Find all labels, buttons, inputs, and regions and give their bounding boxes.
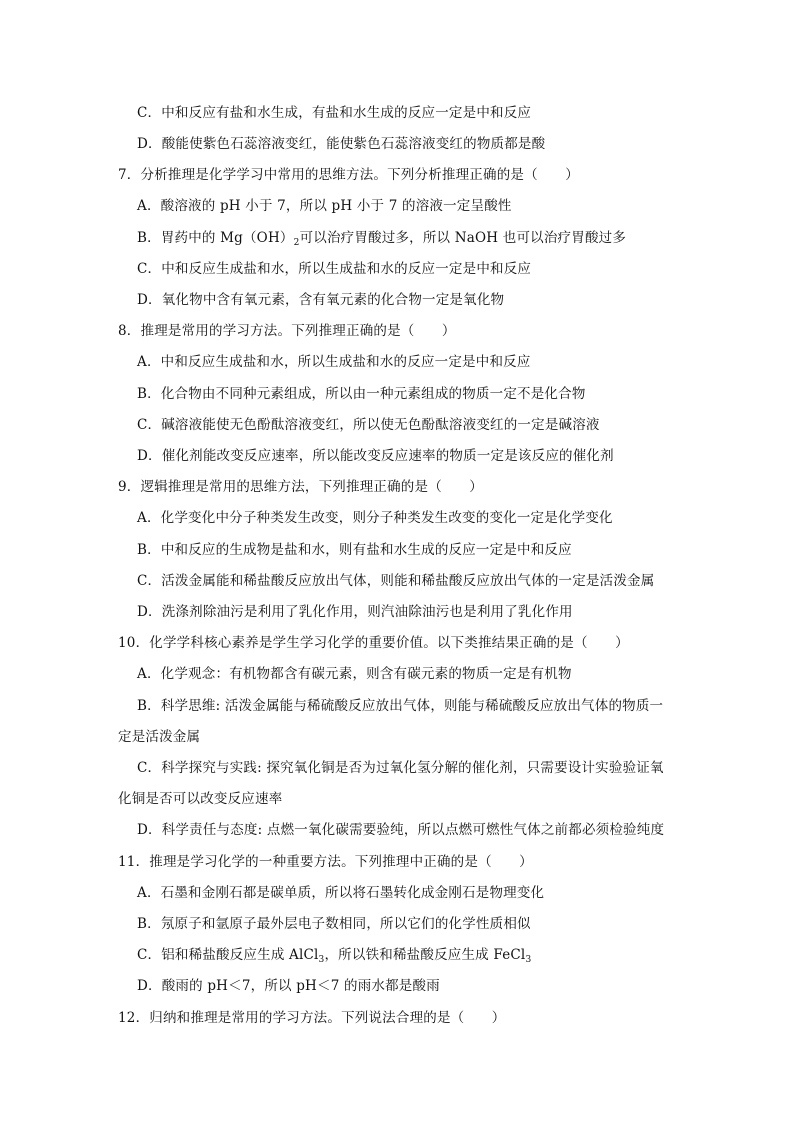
question-9-option-a: A．化学变化中分子种类发生改变，则分子种类发生改变的变化一定是化学变化 xyxy=(137,510,613,526)
question-7-option-c: C．中和反应生成盐和水，所以生成盐和水的反应一定是中和反应 xyxy=(137,261,532,277)
question-11-option-c xyxy=(137,946,531,964)
question-10-option-b-line2: 定是活泼金属 xyxy=(118,729,201,745)
question-9-option-d: D．洗涤剂除油污是利用了乳化作用，则汽油除油污也是利用了乳化作用 xyxy=(137,604,573,620)
question-10-option-d: D．科学责任与态度: 点燃一氧化碳需要验纯，所以点燃可燃性气体之前都必须检验纯度 xyxy=(137,822,665,838)
question-9-option-b: B．中和反应的生成物是盐和水，则有盐和水生成的反应一定是中和反应 xyxy=(137,542,572,558)
question-8-option-a: A．中和反应生成盐和水，所以生成盐和水的反应一定是中和反应 xyxy=(137,354,531,370)
question-11-stem: 11．推理是学习化学的一种重要方法。下列推理中正确的是（ ） xyxy=(118,854,533,870)
subscript-3a: 3 xyxy=(318,955,325,965)
question-9-option-c: C．活泼金属能和稀盐酸反应放出气体，则能和稀盐酸反应放出气体的一定是活泼金属 xyxy=(137,573,655,589)
question-8-option-b: B．化合物由不同种元素组成，所以由一种元素组成的物质一定不是化合物 xyxy=(137,386,586,402)
subscript-3b: 3 xyxy=(525,955,532,965)
subscript-2: 2 xyxy=(293,238,300,248)
question-7-option-d: D．氧化物中含有氧元素，含有氧元素的化合物一定是氧化物 xyxy=(137,292,505,308)
question-10-option-c-line2: 化铜是否可以改变反应速率 xyxy=(118,791,283,807)
question-12-stem: 12．归纳和推理是常用的学习方法。下列说法合理的是（ ） xyxy=(118,1010,506,1026)
option-c-text-1: C．铝和稀盐酸反应生成 AlCl xyxy=(137,947,319,963)
option-b-text-2: 可以治疗胃酸过多，所以 NaOH 也可以治疗胃酸过多 xyxy=(299,230,627,246)
question-7-option-b xyxy=(137,229,626,247)
question-9-stem: 9．逻辑推理是常用的思维方法，下列推理正确的是（ ） xyxy=(118,479,483,495)
question-8-option-d: D．催化剂能改变反应速率，所以能改变反应速率的物质一定是该反应的催化剂 xyxy=(137,448,614,464)
question-8-stem: 8．推理是常用的学习方法。下列推理正确的是（ ） xyxy=(118,323,456,339)
question-11-option-d: D．酸雨的 pH＜7，所以 pH＜7 的雨水都是酸雨 xyxy=(137,978,440,994)
question-10-stem: 10．化学学科核心素养是学生学习化学的重要价值。以下类推结果正确的是（ ） xyxy=(118,635,629,651)
option-b-text-1: B．胃药中的 Mg（OH） xyxy=(137,230,294,246)
question-10-option-a: A．化学观念：有机物都含有碳元素，则含有碳元素的物质一定是有机物 xyxy=(137,666,572,682)
question-11-option-a: A．石墨和金刚石都是碳单质，所以将石墨转化成金刚石是物理变化 xyxy=(137,885,545,901)
prev-option-d: D．酸能使紫色石蕊溶液变红，能使紫色石蕊溶液变红的物质都是酸 xyxy=(137,136,546,152)
question-11-option-b: B．氖原子和氩原子最外层电子数相同，所以它们的化学性质相似 xyxy=(137,916,531,932)
prev-option-c: C．中和反应有盐和水生成，有盐和水生成的反应一定是中和反应 xyxy=(137,105,532,121)
option-c-text-2: ，所以铁和稀盐酸反应生成 FeCl xyxy=(324,947,526,963)
question-7-option-a: A．酸溶液的 pH 小于 7，所以 pH 小于 7 的溶液一定呈酸性 xyxy=(137,198,512,214)
question-10-option-b-line1: B．科学思维: 活泼金属能与稀硫酸反应放出气体，则能与稀硫酸反应放出气体的物质一 xyxy=(137,698,664,714)
question-10-option-c-line1: C．科学探究与实践: 探究氧化铜是否为过氧化氢分解的催化剂，只需要设计实验验证氧 xyxy=(137,760,664,776)
question-7-stem: 7．分析推理是化学学习中常用的思维方法。下列分析推理正确的是（ ） xyxy=(118,167,579,183)
question-8-option-c: C．碱溶液能使无色酚酞溶液变红，所以使无色酚酞溶液变红的一定是碱溶液 xyxy=(137,417,600,433)
